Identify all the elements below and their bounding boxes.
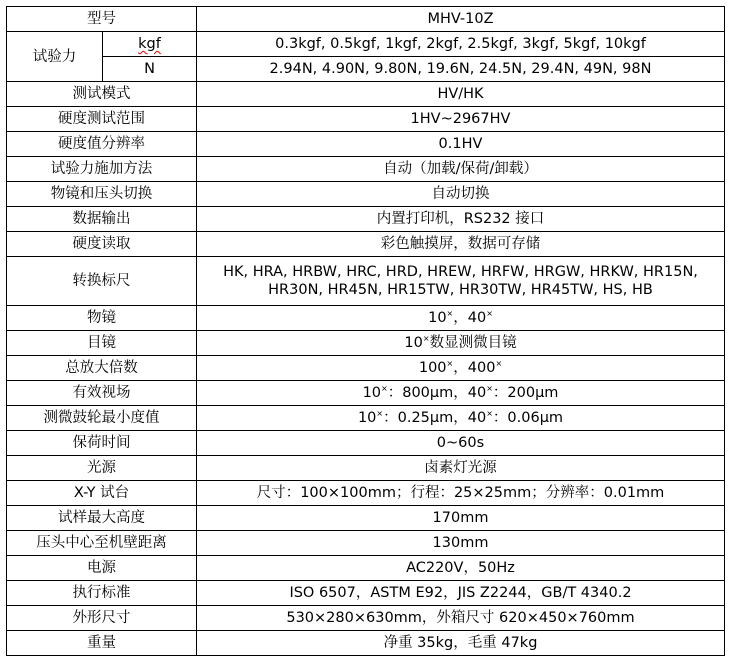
- table-row: [7, 431, 725, 456]
- row-label: 试样最大高度: [7, 506, 197, 531]
- row-label: 测试模式: [7, 82, 197, 107]
- table-row: [7, 506, 725, 531]
- row-label: 硬度值分辨率: [7, 132, 197, 157]
- row-label: 压头中心至机壁距离: [7, 531, 197, 556]
- table-row: [7, 556, 725, 581]
- row-label: 目镜: [7, 331, 197, 356]
- row-label: 物镜: [7, 306, 197, 331]
- row-label: 有效视场: [7, 381, 197, 406]
- row-label: 保荷时间: [7, 431, 197, 456]
- row-label: 光源: [7, 456, 197, 481]
- row-label: 试验力: [7, 32, 103, 82]
- table-row: [7, 381, 725, 406]
- row-label: 测微鼓轮最小度值: [7, 406, 197, 431]
- row-value: 尺寸：100×100mm；行程：25×25mm；分辨率：0.01mm: [197, 481, 725, 506]
- row-label: 数据输出: [7, 207, 197, 232]
- row-value: 0~60s: [197, 431, 725, 456]
- row-label: 型号: [7, 7, 197, 32]
- row-value: 1HV~2967HV: [197, 107, 725, 132]
- row-value: 卤素灯光源: [197, 456, 725, 481]
- row-label: 硬度读取: [7, 232, 197, 257]
- row-value: 净重 35kg，毛重 47kg: [197, 631, 725, 656]
- table-row: [7, 32, 725, 57]
- table-row: [7, 132, 725, 157]
- row-label: 执行标准: [7, 581, 197, 606]
- table-row: [7, 456, 725, 481]
- row-value: 530×280×630mm，外箱尺寸 620×450×760mm: [197, 606, 725, 631]
- row-value: HV/HK: [197, 82, 725, 107]
- table-row: [7, 306, 725, 331]
- row-label: 转换标尺: [7, 257, 197, 306]
- spec-table: [6, 6, 725, 656]
- table-row: [7, 207, 725, 232]
- row-value: 10×：800μm，40×：200μm: [197, 381, 725, 406]
- table-row: [7, 182, 725, 207]
- row-value: 10×，40×: [197, 306, 725, 331]
- table-row: [7, 406, 725, 431]
- row-value: HK, HRA, HRBW, HRC, HRD, HREW, HRFW, HRGW, HRKW, HR15N, HR30N, HR45N, HR15TW, HR30TW, HR45TW, HS, HB: [197, 257, 725, 306]
- table-row: [7, 631, 725, 656]
- row-label: 外形尺寸: [7, 606, 197, 631]
- unit-label: [103, 32, 197, 57]
- row-label: 电源: [7, 556, 197, 581]
- row-label: 试验力施加方法: [7, 157, 197, 182]
- row-value: 100×，400×: [197, 356, 725, 381]
- table-row: [7, 57, 725, 82]
- table-row: [7, 157, 725, 182]
- table-row: [7, 531, 725, 556]
- row-value: 0.3kgf, 0.5kgf, 1kgf, 2kgf, 2.5kgf, 3kgf, 5kgf, 10kgf: [197, 32, 725, 57]
- row-value: 130mm: [197, 531, 725, 556]
- row-value: 170mm: [197, 506, 725, 531]
- row-label: 硬度测试范围: [7, 107, 197, 132]
- table-row: [7, 356, 725, 381]
- row-value: 2.94N, 4.90N, 9.80N, 19.6N, 24.5N, 29.4N, 49N, 98N: [197, 57, 725, 82]
- table-row: [7, 481, 725, 506]
- row-value: MHV-10Z: [197, 7, 725, 32]
- row-value: 彩色触摸屏，数据可存储: [197, 232, 725, 257]
- row-value: 10×数显测微目镜: [197, 331, 725, 356]
- table-row: [7, 331, 725, 356]
- row-value: 自动切换: [197, 182, 725, 207]
- row-value: 自动（加载/保荷/卸载）: [197, 157, 725, 182]
- table-row: [7, 581, 725, 606]
- unit-label: N: [103, 57, 197, 82]
- row-label: 总放大倍数: [7, 356, 197, 381]
- table-row: [7, 232, 725, 257]
- row-value: ISO 6507，ASTM E92，JIS Z2244，GB/T 4340.2: [197, 581, 725, 606]
- row-label: X-Y 试台: [7, 481, 197, 506]
- row-value: 内置打印机，RS232 接口: [197, 207, 725, 232]
- row-label: 重量: [7, 631, 197, 656]
- table-row: [7, 7, 725, 32]
- table-row: [7, 82, 725, 107]
- row-value: 0.1HV: [197, 132, 725, 157]
- table-row: [7, 257, 725, 306]
- unit-kgf: kgf: [138, 36, 161, 52]
- row-label: 物镜和压头切换: [7, 182, 197, 207]
- table-row: [7, 606, 725, 631]
- table-row: [7, 107, 725, 132]
- row-value: 10×：0.25μm，40×：0.06μm: [197, 406, 725, 431]
- row-value: AC220V，50Hz: [197, 556, 725, 581]
